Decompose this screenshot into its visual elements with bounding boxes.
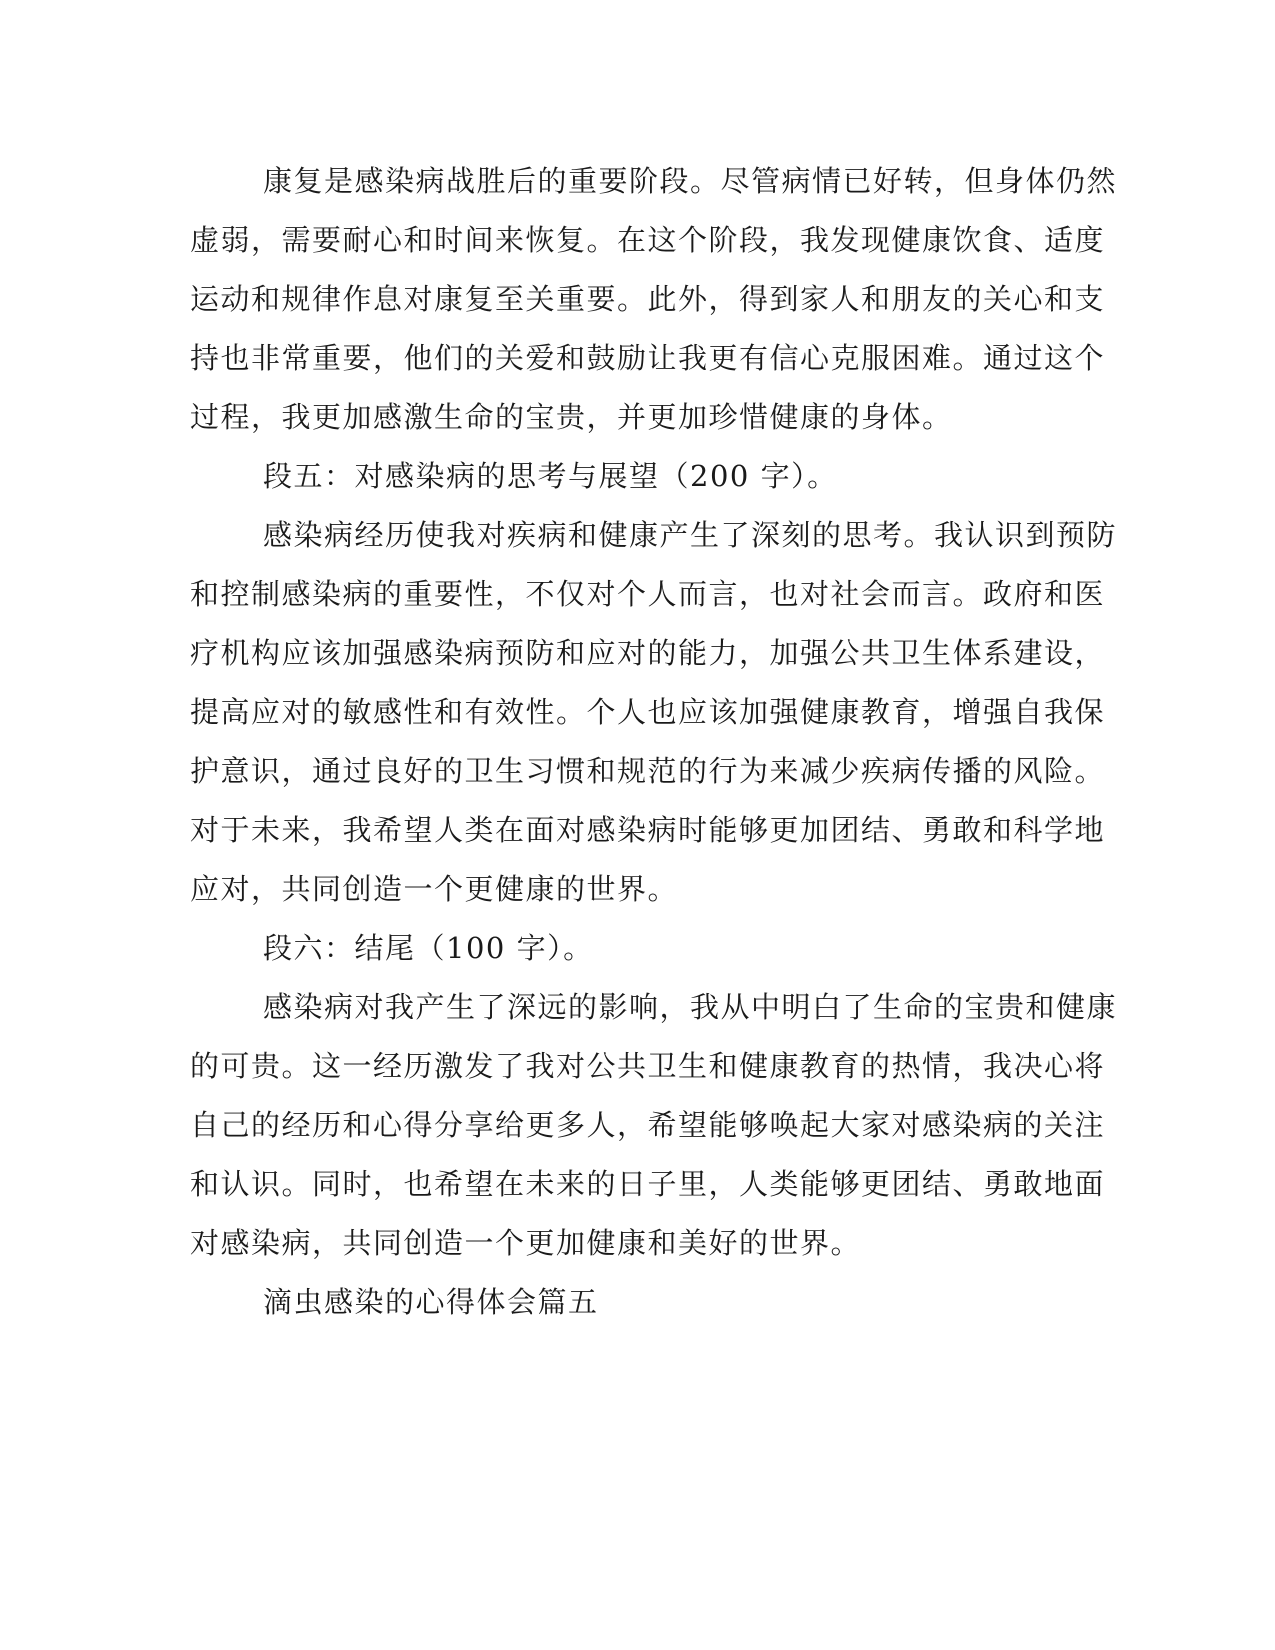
paragraph-line: 运动和规律作息对康复至关重要。此外，得到家人和朋友的关心和支 xyxy=(190,282,1106,316)
section-title: 滴虫感染的心得体会篇五 xyxy=(263,1285,599,1319)
paragraph-line: 自己的经历和心得分享给更多人，希望能够唤起大家对感染病的关注 xyxy=(190,1108,1106,1142)
paragraph-line: 对感染病，共同创造一个更加健康和美好的世界。 xyxy=(190,1226,862,1260)
paragraph-line: 感染病对我产生了深远的影响，我从中明白了生命的宝贵和健康 xyxy=(263,990,1118,1024)
paragraph-line: 对于未来，我希望人类在面对感染病时能够更加团结、勇敢和科学地 xyxy=(190,813,1106,847)
section-heading: 段六：结尾（100 字）。 xyxy=(263,931,594,965)
paragraph-line: 和控制感染病的重要性，不仅对个人而言，也对社会而言。政府和医 xyxy=(190,577,1106,611)
paragraph-line: 持也非常重要，他们的关爱和鼓励让我更有信心克服困难。通过这个 xyxy=(190,341,1106,375)
paragraph-line: 康复是感染病战胜后的重要阶段。尽管病情已好转，但身体仍然 xyxy=(263,164,1118,198)
paragraph-line: 过程，我更加感激生命的宝贵，并更加珍惜健康的身体。 xyxy=(190,400,953,434)
paragraph-line: 应对，共同创造一个更健康的世界。 xyxy=(190,872,679,906)
paragraph-line: 的可贵。这一经历激发了我对公共卫生和健康教育的热情，我决心将 xyxy=(190,1049,1106,1083)
paragraph-line: 护意识，通过良好的卫生习惯和规范的行为来减少疾病传播的风险。 xyxy=(190,754,1106,788)
section-heading: 段五：对感染病的思考与展望（200 字）。 xyxy=(263,459,838,493)
paragraph-line: 感染病经历使我对疾病和健康产生了深刻的思考。我认识到预防 xyxy=(263,518,1118,552)
paragraph-line: 虚弱，需要耐心和时间来恢复。在这个阶段，我发现健康饮食、适度 xyxy=(190,223,1106,257)
paragraph-line: 疗机构应该加强感染病预防和应对的能力，加强公共卫生体系建设， xyxy=(190,636,1106,670)
paragraph-line: 提高应对的敏感性和有效性。个人也应该加强健康教育，增强自我保 xyxy=(190,695,1106,729)
paragraph-line: 和认识。同时，也希望在未来的日子里，人类能够更团结、勇敢地面 xyxy=(190,1167,1106,1201)
